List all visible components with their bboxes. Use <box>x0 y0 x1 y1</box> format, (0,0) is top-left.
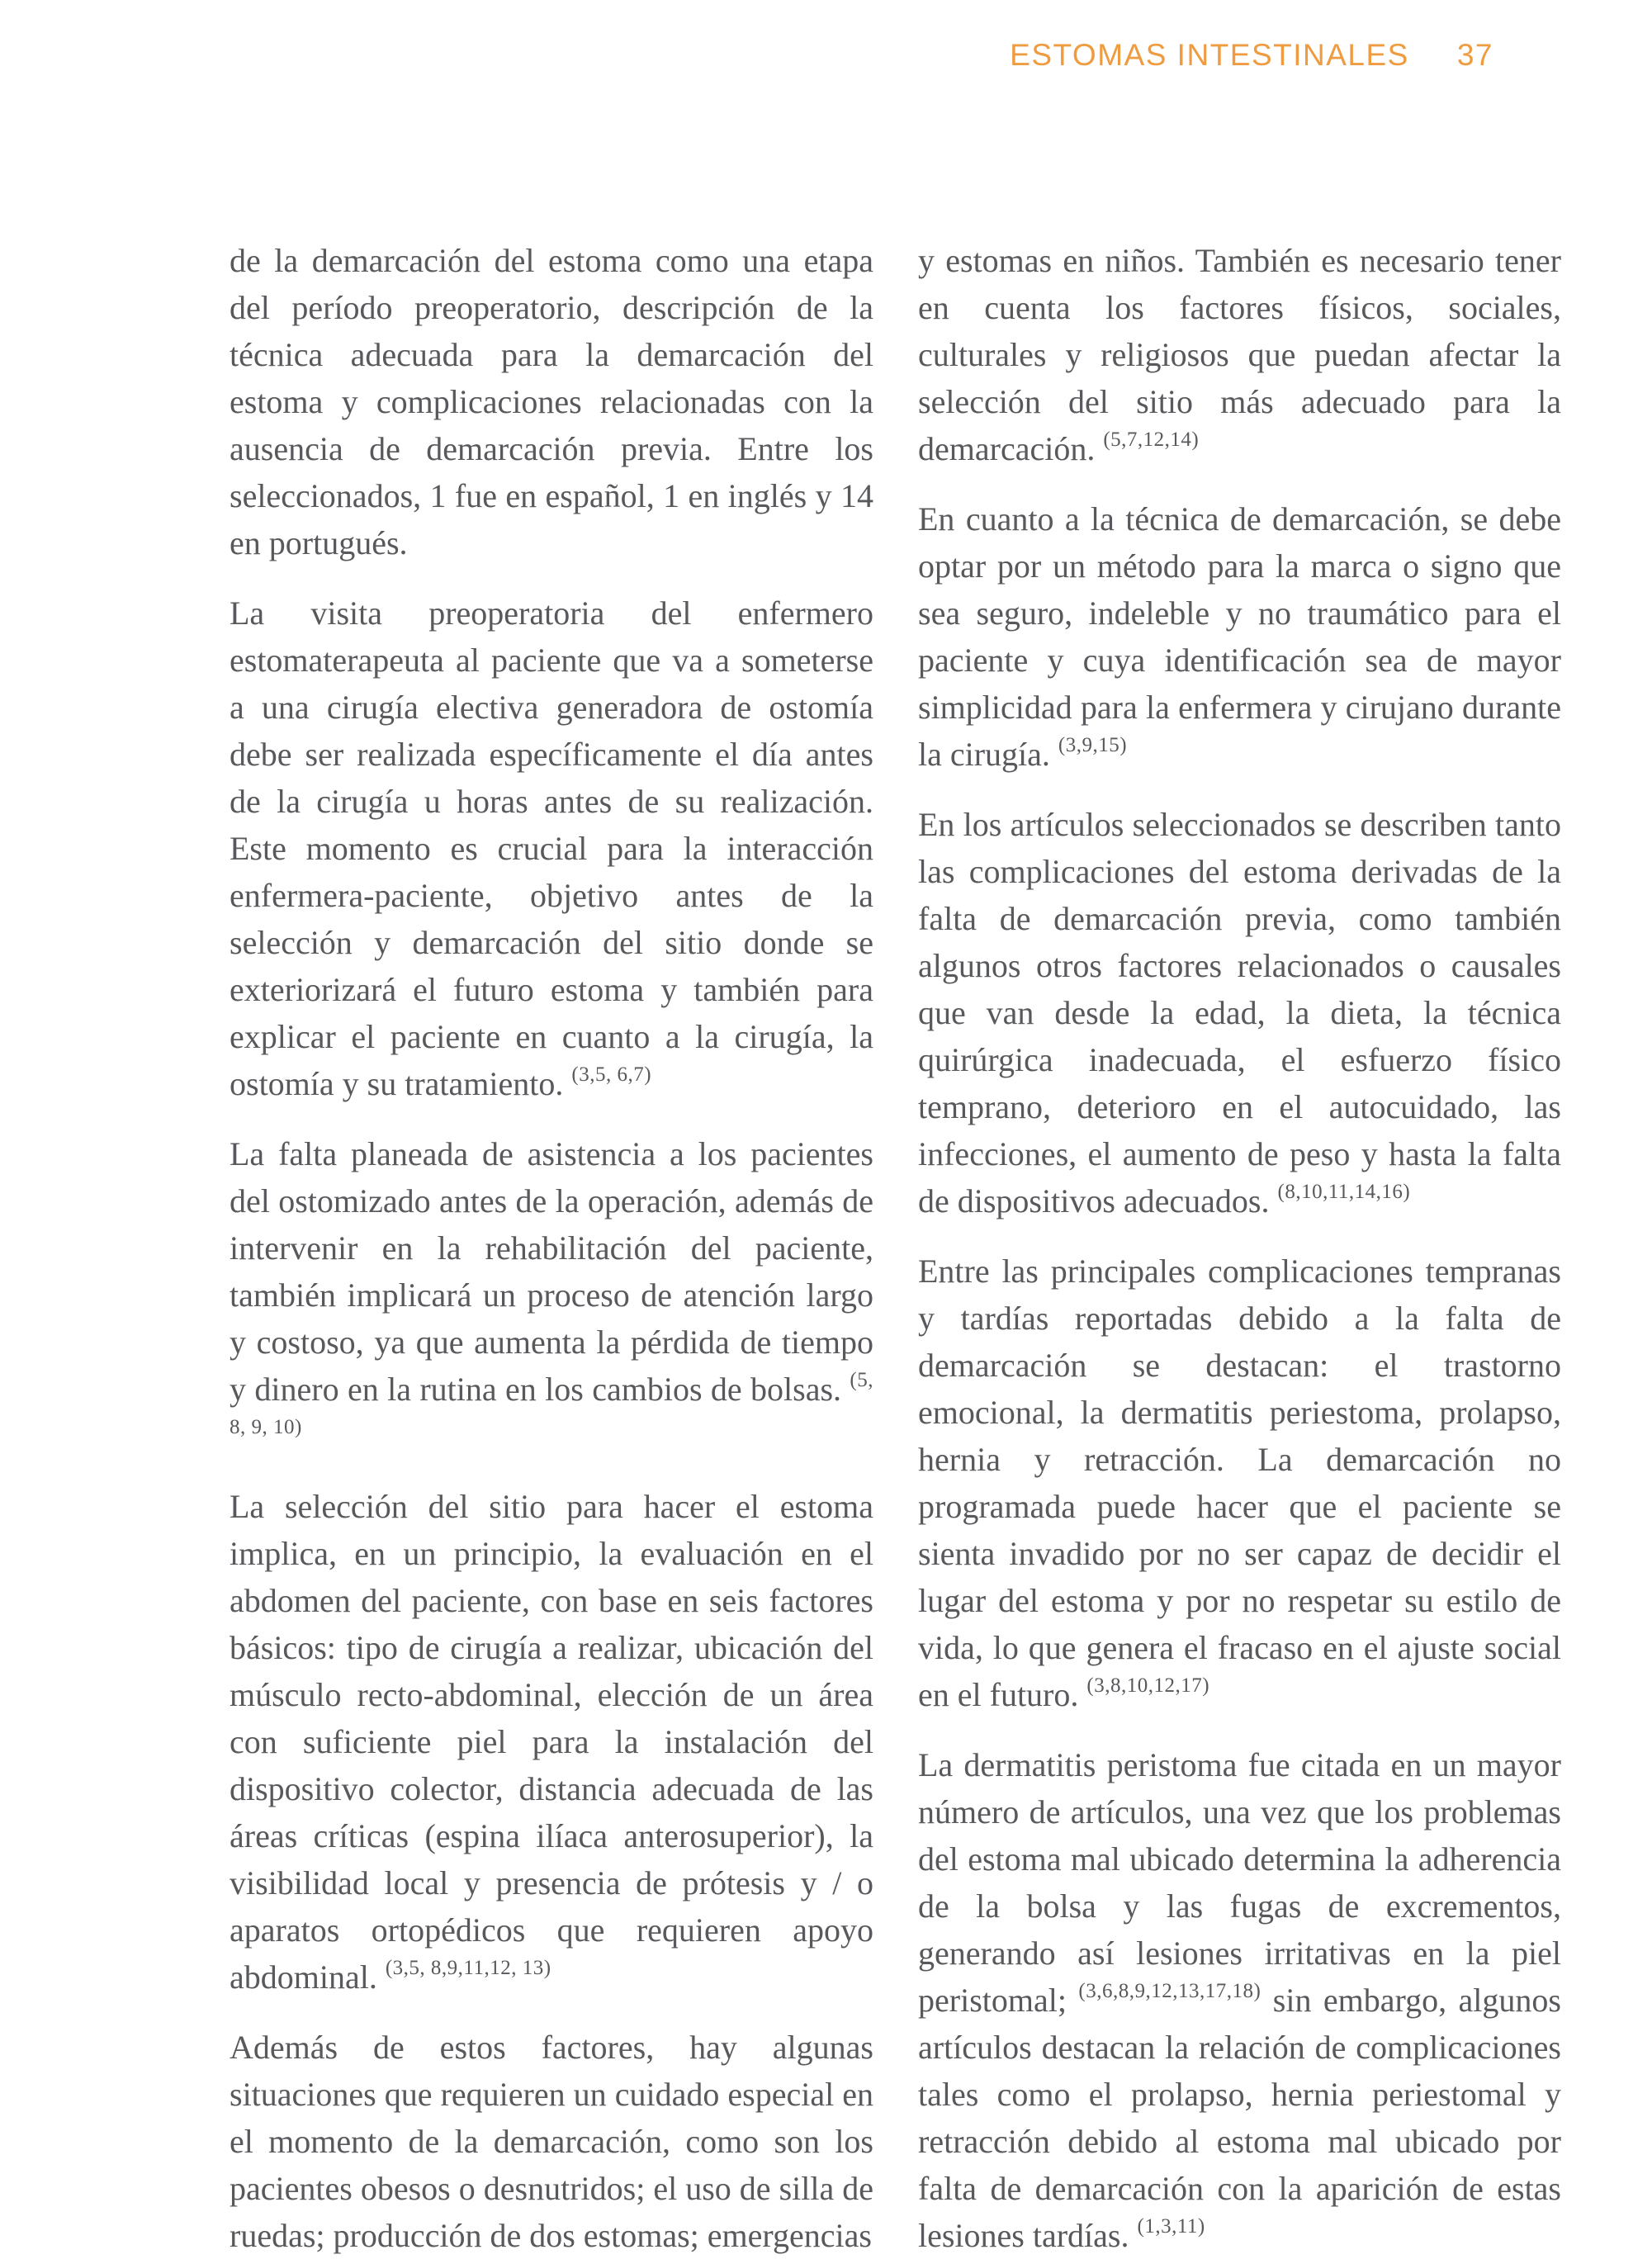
paragraph: En cuanto a la técnica de demarcación, se debe optar por un método para la marca o signo que sea seguro, indeleble y no traumático para el paciente y cuya identificación sea de mayor simplicidad para la enfermera y cirujano durante la cirugía. $^{(3,9,15)}$ <box>918 500 1561 773</box>
reference-superscript: (8,10,11,14,16) <box>1277 1181 1411 1203</box>
text-column-right <box>918 237 1561 2259</box>
reference-superscript: (5, 8, 9, 10) <box>230 1369 873 1438</box>
reference-superscript: (1,3,11) <box>1137 2215 1205 2238</box>
page-number: 37 <box>1456 38 1493 72</box>
paragraph: La falta planeada de asistencia a los pacientes del ostomizado antes de la operación, además de intervenir en la rehabilitación del paciente, también implicará un proceso de atención largo y costoso, ya que aumenta la pérdida de tiempo y dinero en la rutina en los cambios de bolsas. $^{(5, 8, 9, 10)}$ <box>230 1135 873 1438</box>
running-header-title: ESTOMAS INTESTINALES <box>1010 38 1409 72</box>
text-column-left <box>230 237 873 2259</box>
reference-superscript: (3,5, 6,7) <box>571 1063 652 1086</box>
paragraph: La dermatitis peristoma fue citada en un mayor número de artículos, una vez que los problemas del estoma mal ubicado determina la adherencia de la bolsa y las fugas de excrementos, generando así lesiones irritativas en la piel peristomal; $^{(3,6,8,9,12,13,17,18)}$ sin embargo, algunos artículos destacan la relación de complicaciones tales como el prolapso, hernia periestomal y retracción debido al estoma mal ubicado por falta de demarcación con la aparición de estas lesiones tardías. $^{(1,3,11)}$ <box>918 1746 1561 2254</box>
paragraph: La selección del sitio para hacer el estoma implica, en un principio, la evaluación en el abdomen del paciente, con base en seis factores básicos: tipo de cirugía a realizar, ubicación del músculo recto-abdominal, elección de un área con suficiente piel para la instalación del dispositivo colector, distancia adecuada de las áreas críticas (espina ilíaca anterosuperior), la visibilidad local y presencia de prótesis y / o aparatos ortopédicos que requieren apoyo abdominal. $^{(3,5, 8,9,11,12, 13)}$ <box>230 1488 873 1996</box>
reference-superscript: (5,7,12,14) <box>1103 429 1200 451</box>
paragraph: La visita preoperatoria del enfermero estomaterapeuta al paciente que va a someterse a una cirugía electiva generadora de ostomía debe ser realizada específicamente el día antes de la cirugía u horas antes de su realización. Este momento es crucial para la interacción enfermera-paciente, objetivo antes de la selección y demarcación del sitio donde se exteriorizará el futuro estoma y también para explicar el paciente en cuanto a la cirugía, la ostomía y su tratamiento. $^{(3,5, 6,7)}$ <box>230 594 873 1102</box>
paragraph: Entre las principales complicaciones tempranas y tardías reportadas debido a la falta de demarcación se destacan: el trastorno emocional, la dermatitis periestoma, prolapso, hernia y retracción. La demarcación no programada puede hacer que el paciente se sienta invadido por no ser capaz de decidir el lugar del estoma y por no respetar su estilo de vida, lo que genera el fracaso en el ajuste social en el futuro. $^{(3,8,10,12,17)}$ <box>918 1253 1561 1713</box>
running-header <box>1010 38 1493 73</box>
reference-superscript: (3,6,8,9,12,13,17,18) <box>1078 1980 1261 2002</box>
paragraph: de la demarcación del estoma como una etapa del período preoperatorio, descripción de la técnica adecuada para la demarcación del estoma y complicaciones relacionadas con la ausencia de demarcación previa. Entre los seleccionados, 1 fue en español, 1 en inglés y 14 en portugués. <box>230 242 873 561</box>
reference-superscript: (3,9,15) <box>1058 734 1128 756</box>
reference-superscript: (3,8,10,12,17) <box>1086 1674 1210 1697</box>
paragraph: y estomas en niños. También es necesario tener en cuenta los factores físicos, sociales, culturales y religiosos que puedan afectar la selección del sitio más adecuado para la demarcación. $^{(5,7,12,14)}$ <box>918 242 1561 467</box>
reference-superscript: (3,5, 8,9,11,12, 13) <box>385 1957 551 1979</box>
paragraph: En los artículos seleccionados se describen tanto las complicaciones del estoma derivadas de la falta de demarcación previa, como también algunos otros factores relacionados o causales que van desde la edad, la dieta, la técnica quirúrgica inadecuada, el esfuerzo físico temprano, deterioro en el autocuidado, las infecciones, el aumento de peso y hasta la falta de dispositivos adecuados. $^{(8,10,11,14,16)}$ <box>918 806 1561 1219</box>
paragraph: Además de estos factores, hay algunas situaciones que requieren un cuidado especial en el momento de la demarcación, como son los pacientes obesos o desnutridos; el uso de silla de ruedas; producción de dos estomas; emergencias <box>230 2029 873 2254</box>
